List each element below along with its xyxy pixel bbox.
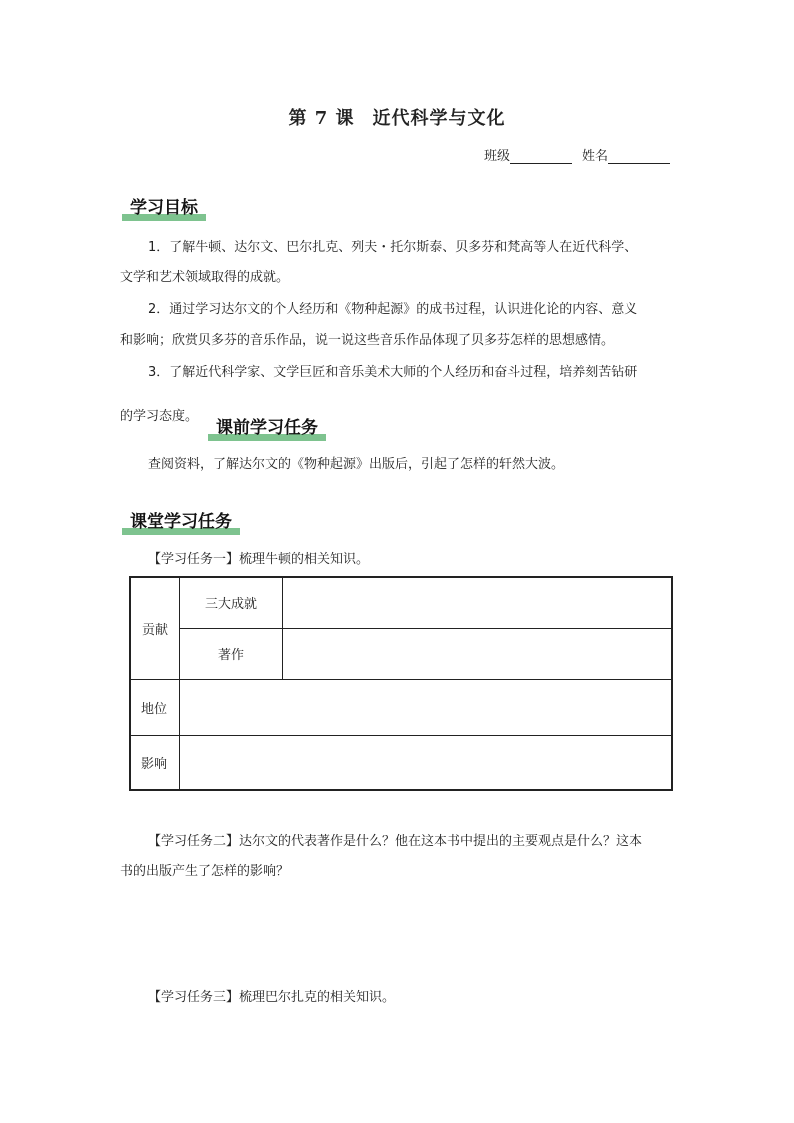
name-blank[interactable] [608, 149, 670, 164]
class-blank[interactable] [510, 149, 572, 164]
pre-task-text: 查阅资料，了解达尔文的《物种起源》出版后，引起了怎样的轩然大波。 [148, 457, 565, 472]
task-1-prompt: 【学习任务一】梳理牛顿的相关知识。 [148, 552, 370, 567]
influence-answer[interactable] [180, 735, 673, 790]
lesson-number: 第 7 课 [288, 108, 355, 129]
task-2-line-1: 【学习任务二】达尔文的代表著作是什么？他在这本书中提出的主要观点是什么？这本 [148, 834, 643, 849]
status-answer[interactable] [180, 679, 673, 735]
page-title [0, 104, 794, 130]
contribution-cell: 贡献 [130, 577, 180, 679]
class-task-header [122, 507, 240, 535]
achievements-cell: 三大成就 [180, 577, 283, 628]
achievements-answer[interactable] [283, 577, 673, 628]
pre-task-header-text: 课前学习任务 [216, 418, 318, 438]
influence-cell: 影响 [130, 735, 180, 790]
works-answer[interactable] [283, 628, 673, 679]
goal-1-line-1: 1．了解牛顿、达尔文、巴尔扎克、列夫・托尔斯泰、贝多芬和梵高等人在近代科学、 [148, 240, 638, 255]
pre-task-header [208, 413, 326, 441]
status-cell: 地位 [130, 679, 180, 735]
task-2-line-2: 书的出版产生了怎样的影响？ [120, 864, 290, 879]
goal-2-line-2: 和影响；欣赏贝多芬的音乐作品，说一说这些音乐作品体现了贝多芬怎样的思想感情。 [120, 333, 615, 348]
goals-header-text: 学习目标 [130, 198, 198, 218]
name-label: 姓名 [582, 149, 609, 164]
lesson-name: 近代科学与文化 [372, 108, 506, 129]
task-3-prompt: 【学习任务三】梳理巴尔扎克的相关知识。 [148, 990, 396, 1005]
goals-header [122, 193, 206, 221]
goal-3-line-2: 的学习态度。 [120, 409, 199, 424]
works-cell: 著作 [180, 628, 283, 679]
goal-2-line-1: 2．通过学习达尔文的个人经历和《物种起源》的成书过程，认识进化论的内容、意义 [148, 302, 638, 317]
goal-3-line-1: 3．了解近代科学家、文学巨匠和音乐美术大师的个人经历和奋斗过程，培养刻苦钻研 [148, 365, 638, 380]
newton-table [129, 576, 673, 791]
goal-1-line-2: 文学和艺术领域取得的成就。 [120, 270, 290, 285]
class-task-header-text: 课堂学习任务 [130, 512, 232, 532]
class-label: 班级 [484, 149, 511, 164]
student-info-line [484, 145, 670, 164]
